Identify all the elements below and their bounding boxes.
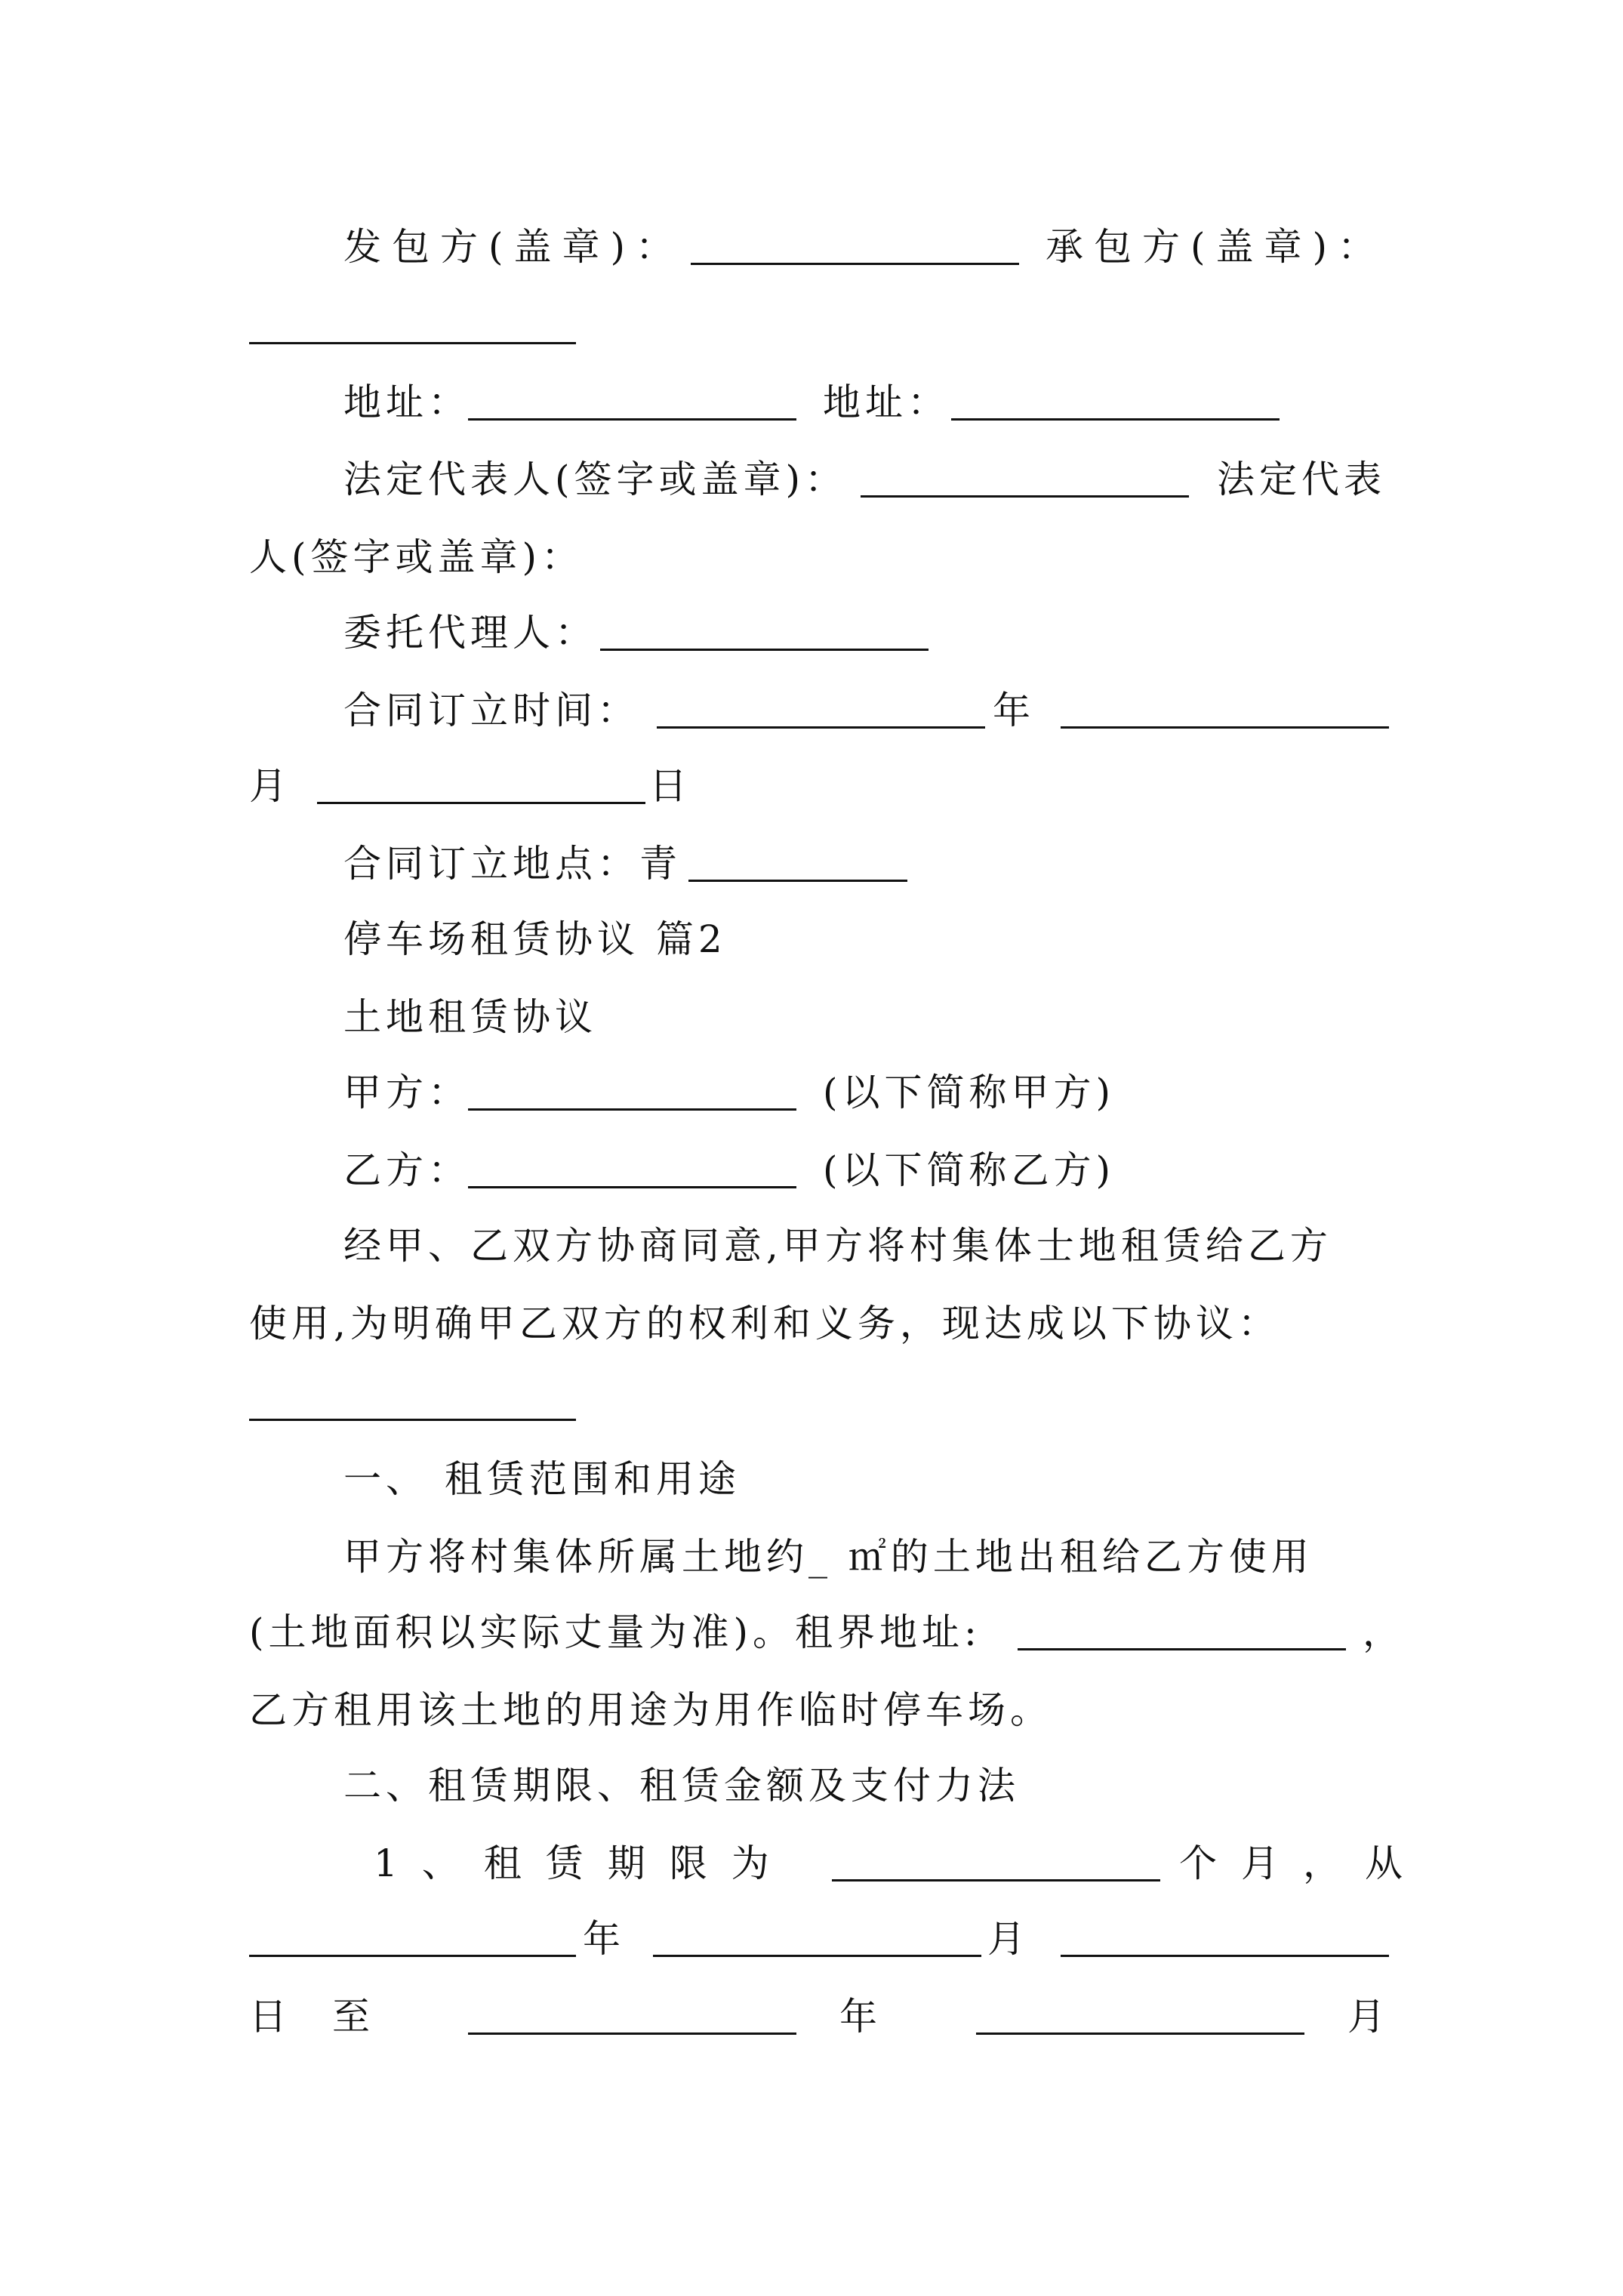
issuer-legal-rep-label: 法定代表人(签字或盖章)： [343,458,848,501]
signing-date-line-cont [0,760,1623,812]
signing-place-line [0,837,1623,890]
section-title-line [0,913,1623,966]
start-year-blank [249,1955,576,1957]
preamble-blank [249,1419,576,1421]
lease-term-line [0,1837,1623,1890]
document-title-line [0,991,1623,1043]
start-day-blank [1061,1955,1389,1957]
contractor-legal-rep-label: 法定代表 [1217,458,1386,501]
clause-1-text-3: 乙方租用该土地的用途为用作临时停车场。 [249,1688,1052,1732]
clause-1-text-1: 甲方将村集体所属土地约_ ㎡的土地出租给乙方使用 [343,1535,1313,1579]
agent-blank [600,649,929,651]
clause-1-heading-line [0,1453,1623,1505]
party-b-note: (以下简称乙方) [823,1148,1116,1192]
issuer-address-label: 地址： [343,381,470,424]
issuer-legal-rep-blank [861,495,1189,498]
preamble-text-1: 经甲、乙双方协商同意,甲方将村集体士地租赁给乙方 [343,1224,1332,1268]
issuer-address-blank [468,418,796,421]
lease-start-line [0,1912,1623,1965]
party-a-note: (以下简称甲方) [823,1071,1116,1114]
preamble-line-2 [0,1297,1623,1350]
lease-end-line [0,1990,1623,2043]
party-b-line [0,1144,1623,1197]
start-month-label: 月 [987,1917,1030,1961]
lease-months-label: 个月，从 [1179,1841,1427,1885]
start-month-blank [653,1955,981,1957]
preamble-text-2: 使用,为明确甲乙双方的权利和义务，现达成以下协议： [249,1302,1280,1345]
end-year-blank [468,2032,796,2035]
clause-1-line-2 [0,1606,1623,1659]
contractor-address-blank [951,418,1280,421]
end-year-label: 年 [839,1995,882,2039]
contractor-address-label: 地址： [823,381,950,424]
agent-line [0,606,1623,659]
legal-rep-continuation [0,531,1623,584]
legal-rep-line [0,453,1623,506]
agent-label: 委托代理人： [343,611,597,655]
clause-1-text-2: (土地面积以实际丈量为准)。租界地址: [249,1610,981,1654]
lease-address-blank [1018,1648,1346,1650]
signing-date-line [0,684,1623,737]
month-label: 月 [249,764,291,808]
document-title: 土地租赁协议 [343,995,597,1039]
party-a-label: 甲方： [343,1071,470,1114]
signing-day-blank [317,802,645,804]
contractor-seal-line [0,300,1623,353]
clause-2-heading: 二、租赁期限、租赁金额及支付力法 [343,1764,1020,1808]
clause-1-heading: 一、 租赁范围和用途 [343,1457,741,1501]
section-title: 停车场租赁协议 篇2 [343,917,727,961]
party-b-blank [468,1186,796,1188]
start-year-label: 年 [583,1917,625,1961]
party-b-label: 乙方： [343,1148,470,1192]
issuer-seal-label: 发包方(盖章)： [343,225,685,269]
signature-line-parties [0,220,1623,273]
signing-month-blank [1061,726,1389,729]
party-a-line [0,1066,1623,1119]
clause-1-line-1 [0,1530,1623,1583]
preamble-line-1 [0,1219,1623,1272]
signing-year-blank [657,726,985,729]
contractor-seal-blank [249,342,576,344]
year-label: 年 [993,689,1035,732]
end-month-label: 月 [1347,1995,1390,2039]
signing-place-label: 合同订立地点：青 [343,842,682,886]
clause-1-line-3 [0,1684,1623,1737]
start-day-label: 日 [249,1995,291,2039]
lease-term-label: 1、租赁期限为 [374,1841,793,1885]
clause-2-heading-line [0,1759,1623,1812]
end-month-blank [976,2032,1304,2035]
contractor-seal-label: 承包方(盖章)： [1046,225,1387,269]
issuer-seal-blank [691,263,1019,265]
address-line [0,376,1623,429]
clause-1-comma: ， [1363,1610,1405,1654]
signing-place-blank [688,880,907,882]
to-label: 至 [332,1995,374,2039]
day-label: 日 [649,764,691,808]
contractor-legal-rep-label-cont: 人(签字或盖章)： [249,535,584,579]
party-a-blank [468,1108,796,1111]
lease-months-blank [832,1879,1160,1881]
signing-date-label: 合同订立时间： [343,689,639,732]
preamble-blank-line [0,1376,1623,1429]
